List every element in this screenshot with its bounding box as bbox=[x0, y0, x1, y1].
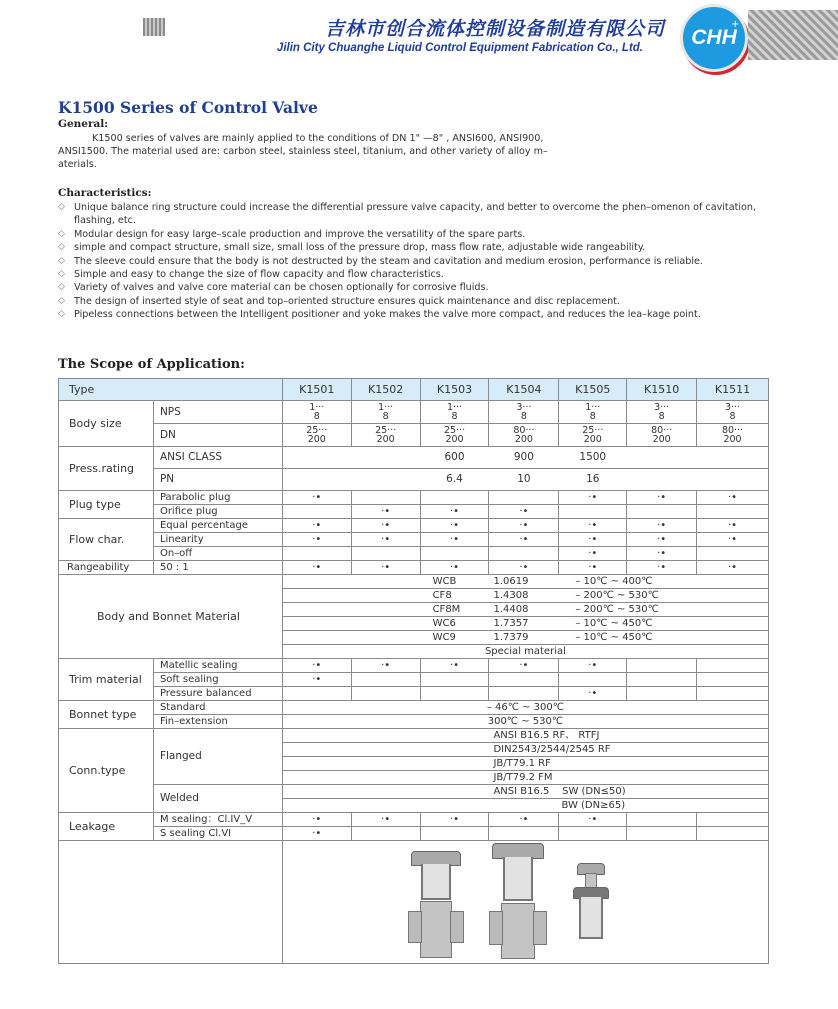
mark-cell: ·• bbox=[697, 533, 769, 547]
model-header: K1503 bbox=[420, 379, 489, 401]
chh-logo bbox=[680, 4, 748, 72]
fin-extension-label: Fin–extension bbox=[153, 715, 282, 729]
row-label: M sealing：Cl.IV_V bbox=[153, 813, 282, 827]
mark-cell: ·• bbox=[627, 491, 697, 505]
mark-cell bbox=[559, 673, 627, 687]
nps-cell: 3··· 8 bbox=[489, 401, 559, 424]
bonnet-type-label: Bonnet type bbox=[59, 701, 154, 729]
valve-photo-banner bbox=[748, 10, 838, 60]
row-label: Matellic sealing bbox=[153, 659, 282, 673]
mark-cell: ·• bbox=[420, 659, 489, 673]
welded-standard: BW (DN≥65) bbox=[489, 799, 769, 813]
mark-cell: ·• bbox=[489, 561, 559, 575]
row-label: Linearity bbox=[153, 533, 282, 547]
table-row bbox=[59, 491, 769, 505]
page-title: K1500 Series of Control Valve bbox=[58, 98, 318, 117]
scope-heading: The Scope of Application: bbox=[58, 357, 245, 372]
mark-cell bbox=[697, 505, 769, 519]
dn-cell: 80··· 200 bbox=[627, 424, 697, 447]
model-header: K1504 bbox=[489, 379, 559, 401]
mark-cell bbox=[282, 547, 351, 561]
mark-cell bbox=[697, 827, 769, 841]
valve-drawings bbox=[282, 841, 768, 964]
nps-cell: 3··· 8 bbox=[697, 401, 769, 424]
mark-cell: ·• bbox=[489, 659, 559, 673]
material-number: 1.7357 bbox=[489, 617, 559, 631]
table-row bbox=[59, 785, 769, 799]
row-label: On–off bbox=[153, 547, 282, 561]
mark-cell bbox=[697, 659, 769, 673]
model-header: K1511 bbox=[697, 379, 769, 401]
table-row bbox=[59, 701, 769, 715]
flanged-standard: DIN2543/2544/2545 RF bbox=[489, 743, 769, 757]
mark-cell bbox=[351, 687, 420, 701]
list-item: ◇ Simple and easy to change the size of flow capacity and flow characteristics. bbox=[58, 269, 444, 281]
table-row bbox=[59, 841, 769, 964]
table-row bbox=[59, 673, 769, 687]
mark-cell bbox=[697, 673, 769, 687]
mark-cell: ·• bbox=[351, 813, 420, 827]
mark-cell: ·• bbox=[282, 561, 351, 575]
mark-cell bbox=[351, 673, 420, 687]
pn-label: PN bbox=[153, 469, 282, 491]
list-item: ◇ Variety of valves and valve core material can be chosen optionally for corrosive fluids. bbox=[58, 282, 489, 294]
mark-cell: ·• bbox=[282, 491, 351, 505]
mark-cell: ·• bbox=[489, 519, 559, 533]
mark-cell bbox=[420, 687, 489, 701]
material-temp: – 10℃ ~ 450℃ bbox=[559, 617, 769, 631]
mark-cell: ·• bbox=[559, 813, 627, 827]
special-material: Special material bbox=[282, 645, 768, 659]
material-temp: – 200℃ ~ 530℃ bbox=[559, 603, 769, 617]
model-header: K1505 bbox=[559, 379, 627, 401]
table-row bbox=[59, 813, 769, 827]
diamond-bullet-icon: ◇ bbox=[58, 309, 65, 320]
valve-drawing-2 bbox=[488, 843, 548, 961]
mark-cell: ·• bbox=[627, 519, 697, 533]
material-grade: WC9 bbox=[420, 631, 489, 645]
mark-cell: ·• bbox=[282, 533, 351, 547]
mark-cell bbox=[697, 813, 769, 827]
rangeability-label: Rangeability bbox=[59, 561, 154, 575]
mark-cell bbox=[627, 813, 697, 827]
mark-cell bbox=[420, 673, 489, 687]
mark-cell bbox=[351, 827, 420, 841]
diamond-bullet-icon: ◇ bbox=[58, 255, 65, 266]
list-item: ◇ The sleeve could ensure that the body is not destructed by the steam and cavitation and medium erosion, performance is reliable. bbox=[58, 255, 703, 267]
conn-type-label: Conn.type bbox=[59, 729, 154, 813]
material-grade: WCB bbox=[420, 575, 489, 589]
mark-cell: ·• bbox=[420, 561, 489, 575]
table-row bbox=[59, 561, 769, 575]
mark-cell: ·• bbox=[559, 659, 627, 673]
mark-cell bbox=[559, 827, 627, 841]
model-header: K1502 bbox=[351, 379, 420, 401]
dn-cell: 25··· 200 bbox=[420, 424, 489, 447]
list-item: ◇ Modular design for easy large–scale production and improve the versatility of the spare parts. bbox=[58, 228, 526, 240]
material-number: 1.0619 bbox=[489, 575, 559, 589]
general-paragraph bbox=[58, 132, 778, 171]
mark-cell bbox=[627, 673, 697, 687]
dn-cell: 25··· 200 bbox=[282, 424, 351, 447]
welded-standard: ANSI B16.5 SW (DN≤50) bbox=[489, 785, 769, 799]
general-line-3: aterials. bbox=[58, 159, 97, 170]
mark-cell bbox=[351, 491, 420, 505]
material-grade: WC6 bbox=[420, 617, 489, 631]
mark-cell: ·• bbox=[420, 519, 489, 533]
mark-cell: ·• bbox=[559, 687, 627, 701]
valve-photo-thumbnail bbox=[143, 18, 165, 36]
diamond-bullet-icon: ◇ bbox=[58, 269, 65, 280]
table-row bbox=[59, 715, 769, 729]
nps-cell: 3··· 8 bbox=[627, 401, 697, 424]
pn-value: 10 bbox=[489, 469, 559, 491]
dn-label: DN bbox=[153, 424, 282, 447]
table-row bbox=[59, 401, 769, 424]
mark-cell: ·• bbox=[559, 491, 627, 505]
standard-value: – 46℃ ~ 300℃ bbox=[282, 701, 768, 715]
diamond-bullet-icon: ◇ bbox=[58, 228, 65, 239]
company-name-cn: 吉林市创合流体控制设备制造有限公司 bbox=[324, 18, 665, 40]
diamond-bullet-icon: ◇ bbox=[58, 282, 65, 293]
ansi-value: 1500 bbox=[559, 447, 627, 469]
material-number: 1.7379 bbox=[489, 631, 559, 645]
mark-cell bbox=[627, 827, 697, 841]
mark-cell: ·• bbox=[627, 533, 697, 547]
mark-cell: ·• bbox=[420, 505, 489, 519]
row-label: Orifice plug bbox=[153, 505, 282, 519]
characteristics-list bbox=[58, 201, 778, 322]
trim-material-label: Trim material bbox=[59, 659, 154, 701]
table-row bbox=[59, 424, 769, 447]
mark-cell bbox=[489, 491, 559, 505]
diamond-bullet-icon: ◇ bbox=[58, 242, 65, 253]
mark-cell bbox=[559, 505, 627, 519]
general-line-2: ANSI1500. The material used are: carbon steel, stainless steel, titanium, and other variety of alloy m– bbox=[58, 146, 548, 157]
logo-text: CHH bbox=[691, 26, 737, 49]
mark-cell: ·• bbox=[282, 659, 351, 673]
mark-cell: ·• bbox=[420, 533, 489, 547]
company-name-en: Jilin City Chuanghe Liquid Control Equipment Fabrication Co., Ltd. bbox=[276, 42, 643, 54]
diamond-bullet-icon: ◇ bbox=[58, 202, 65, 212]
pn-value: 16 bbox=[559, 469, 627, 491]
dn-cell: 25··· 200 bbox=[559, 424, 627, 447]
table-row bbox=[59, 547, 769, 561]
material-temp: – 10℃ ~ 450℃ bbox=[559, 631, 769, 645]
ansi-class-label: ANSI CLASS bbox=[153, 447, 282, 469]
nps-cell: 1··· 8 bbox=[420, 401, 489, 424]
mark-cell: ·• bbox=[420, 813, 489, 827]
material-number: 1.4408 bbox=[489, 603, 559, 617]
table-row bbox=[59, 687, 769, 701]
table-row bbox=[59, 729, 769, 743]
dn-cell: 25··· 200 bbox=[351, 424, 420, 447]
leakage-label: Leakage bbox=[59, 813, 154, 841]
mark-cell: ·• bbox=[489, 813, 559, 827]
mark-cell: ·• bbox=[282, 519, 351, 533]
mark-cell bbox=[489, 673, 559, 687]
table-row bbox=[59, 575, 769, 589]
mark-cell: ·• bbox=[627, 561, 697, 575]
diamond-bullet-icon: ◇ bbox=[58, 295, 65, 306]
body-material-label: Body and Bonnet Material bbox=[59, 575, 283, 659]
flanged-standard: JB/T79.2 FM bbox=[489, 771, 769, 785]
list-item: ◇ simple and compact structure, small size, small loss of the pressure drop, mass flow rate, adjustable wide rangeability. bbox=[58, 242, 646, 254]
model-header: K1501 bbox=[282, 379, 351, 401]
mark-cell bbox=[351, 547, 420, 561]
flanged-standard: ANSI B16.5 RF、 RTFJ bbox=[489, 729, 769, 743]
pn-value: 6.4 bbox=[420, 469, 489, 491]
material-temp: – 200℃ ~ 530℃ bbox=[559, 589, 769, 603]
row-label: Parabolic plug bbox=[153, 491, 282, 505]
ansi-value: 600 bbox=[420, 447, 489, 469]
characteristics-heading: Characteristics: bbox=[58, 187, 152, 199]
mark-cell bbox=[697, 547, 769, 561]
mark-cell: ·• bbox=[282, 813, 351, 827]
mark-cell bbox=[420, 491, 489, 505]
flanged-standard: JB/T79.1 RF bbox=[489, 757, 769, 771]
star-icon: + bbox=[731, 19, 740, 30]
body-size-label: Body size bbox=[59, 401, 154, 447]
table-row bbox=[59, 533, 769, 547]
mark-cell: ·• bbox=[282, 827, 351, 841]
mark-cell: ·• bbox=[559, 547, 627, 561]
mark-cell bbox=[489, 547, 559, 561]
mark-cell bbox=[627, 659, 697, 673]
table-row bbox=[59, 827, 769, 841]
scope-table bbox=[58, 378, 769, 964]
mark-cell bbox=[420, 547, 489, 561]
material-grade: CF8 bbox=[420, 589, 489, 603]
mark-cell: ·• bbox=[282, 673, 351, 687]
material-grade: CF8M bbox=[420, 603, 489, 617]
type-label: Type bbox=[59, 379, 283, 401]
general-heading: General: bbox=[58, 118, 109, 130]
model-header: K1510 bbox=[627, 379, 697, 401]
row-label: Soft sealing bbox=[153, 673, 282, 687]
row-label: Equal percentage bbox=[153, 519, 282, 533]
mark-cell: ·• bbox=[559, 519, 627, 533]
mark-cell: ·• bbox=[697, 491, 769, 505]
list-item: ◇ Pipeless connections between the Intelligent positioner and yoke makes the valve more compact, and reduces the lea–kage point. bbox=[58, 309, 701, 321]
list-item: ◇ Unique balance ring structure could increase the differential pressure valve capacity, and better to overcome the phen–omenon of cavitation, flashing, etc. bbox=[58, 202, 756, 227]
table-row bbox=[59, 519, 769, 533]
mark-cell bbox=[282, 687, 351, 701]
mark-cell bbox=[489, 827, 559, 841]
table-row bbox=[59, 447, 769, 469]
mark-cell: ·• bbox=[559, 561, 627, 575]
mark-cell: ·• bbox=[351, 519, 420, 533]
mark-cell bbox=[420, 827, 489, 841]
table-row bbox=[59, 505, 769, 519]
rangeability-value: 50 : 1 bbox=[153, 561, 282, 575]
mark-cell: ·• bbox=[351, 659, 420, 673]
mark-cell bbox=[282, 505, 351, 519]
material-temp: – 10℃ ~ 400℃ bbox=[559, 575, 769, 589]
dn-cell: 80··· 200 bbox=[489, 424, 559, 447]
table-row bbox=[59, 659, 769, 673]
nps-label: NPS bbox=[153, 401, 282, 424]
mark-cell: ·• bbox=[351, 505, 420, 519]
mark-cell: ·• bbox=[697, 519, 769, 533]
ansi-value: 900 bbox=[489, 447, 559, 469]
row-label: Pressure balanced bbox=[153, 687, 282, 701]
mark-cell: ·• bbox=[559, 533, 627, 547]
press-rating-label: Press.rating bbox=[59, 447, 154, 491]
company-banner bbox=[0, 0, 838, 70]
fin-extension-value: 300℃ ~ 530℃ bbox=[282, 715, 768, 729]
mark-cell: ·• bbox=[489, 505, 559, 519]
mark-cell: ·• bbox=[627, 547, 697, 561]
valve-drawing-1 bbox=[406, 851, 466, 961]
nps-cell: 1··· 8 bbox=[351, 401, 420, 424]
mark-cell bbox=[489, 687, 559, 701]
row-label: S sealing Cl.VI bbox=[153, 827, 282, 841]
mark-cell: ·• bbox=[351, 561, 420, 575]
material-number: 1.4308 bbox=[489, 589, 559, 603]
flanged-label: Flanged bbox=[153, 729, 282, 785]
mark-cell: ·• bbox=[697, 561, 769, 575]
table-header-row bbox=[59, 379, 769, 401]
mark-cell bbox=[627, 505, 697, 519]
dn-cell: 80··· 200 bbox=[697, 424, 769, 447]
list-item: ◇ The design of inserted style of seat and top–oriented structure ensures quick maintenance and disc replacement. bbox=[58, 295, 620, 307]
mark-cell bbox=[697, 687, 769, 701]
plug-type-label: Plug type bbox=[59, 491, 154, 519]
general-line-1: K1500 series of valves are mainly applied to the conditions of DN 1" —8" , ANSI600, ANSI900, bbox=[92, 133, 544, 144]
mark-cell: ·• bbox=[351, 533, 420, 547]
mark-cell: ·• bbox=[489, 533, 559, 547]
standard-label: Standard bbox=[153, 701, 282, 715]
table-row bbox=[59, 469, 769, 491]
nps-cell: 1··· 8 bbox=[282, 401, 351, 424]
mark-cell bbox=[627, 687, 697, 701]
welded-label: Welded bbox=[153, 785, 282, 813]
nps-cell: 1··· 8 bbox=[559, 401, 627, 424]
valve-drawing-3 bbox=[573, 863, 609, 943]
flow-char-label: Flow char. bbox=[59, 519, 154, 561]
